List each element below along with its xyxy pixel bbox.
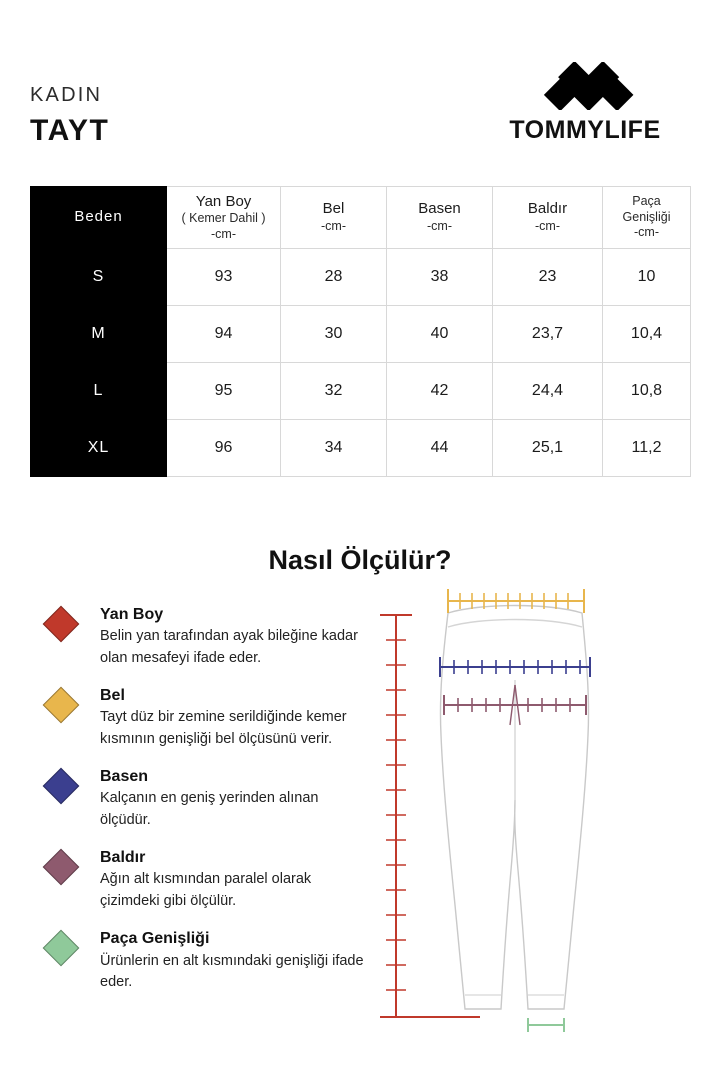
column-header-paca-unit: -cm-	[634, 225, 659, 240]
column-header-bel	[281, 187, 387, 249]
legend-title-yan-boy: Yan Boy	[100, 606, 164, 623]
legend-title-bel: Bel	[100, 687, 125, 705]
diamond-icon-yan-boy	[43, 606, 80, 643]
column-header-beden: Beden	[31, 187, 167, 249]
column-header-yan-boy	[167, 187, 281, 249]
cell-beden: L	[31, 363, 167, 420]
table-head	[31, 187, 691, 249]
paca-guide	[528, 1018, 564, 1032]
column-header-basen-label: Basen	[418, 200, 461, 218]
diamond-icon-basen	[43, 768, 80, 805]
cell-baldir: 24,4	[493, 363, 603, 420]
column-header-paca-sub: Genişliği	[622, 209, 671, 224]
table-row	[31, 420, 691, 477]
legend-desc-paca-genisligi: Ürünlerin en alt kısmındaki genişliği ifade eder.	[100, 952, 364, 991]
category-label: KADIN	[30, 84, 103, 106]
table-header-row	[31, 187, 691, 249]
cell-bel: 28	[281, 249, 387, 306]
column-header-baldir-unit: -cm-	[535, 219, 560, 234]
how-to-measure-title: Nasıl Ölçülür?	[268, 545, 452, 575]
diamond-logo-icon	[514, 62, 656, 110]
diamond-icon-baldir	[43, 849, 80, 886]
legend-desc-yan-boy: Belin yan tarafından ayak bileğine kadar olan mesafeyi ifade eder.	[100, 628, 358, 666]
page-header	[30, 62, 690, 172]
title-block	[30, 84, 109, 147]
cell-bel: 34	[281, 420, 387, 477]
legend-title-baldir: Baldır	[100, 849, 146, 867]
column-header-bel-unit: -cm-	[321, 219, 346, 234]
leggings-diagram-svg	[360, 585, 690, 1045]
column-header-paca-label: Paça	[632, 194, 661, 209]
legend-desc-bel: Tayt düz bir zemine serildiğinde kemer kısmının genişliği bel ölçüsünü verir.	[100, 709, 347, 747]
cell-paca: 10,4	[603, 306, 691, 363]
cell-paca: 10,8	[603, 363, 691, 420]
cell-basen: 38	[387, 249, 493, 306]
diamond-icon-paca-genisligi	[43, 930, 80, 967]
column-header-yan-boy-sub: ( Kemer Dahil )	[181, 211, 266, 226]
legend-title-paca-genisligi: Paça Genişliği	[100, 930, 210, 948]
legend-item-paca-genisligi	[38, 929, 368, 993]
table-row	[31, 363, 691, 420]
cell-baldir: 23	[493, 249, 603, 306]
size-table	[30, 186, 691, 477]
cell-basen: 42	[387, 363, 493, 420]
legend-desc-baldir: Ağın alt kısmından paralel olarak çizimdeki gibi ölçülür.	[100, 871, 312, 909]
legend-item-bel	[38, 686, 368, 750]
legend-title-basen: Basen	[100, 768, 149, 786]
cell-bel: 30	[281, 306, 387, 363]
legend-desc-basen: Kalçanın en geniş yerinden alınan ölçüdür.	[100, 790, 319, 828]
page-title: TAYT	[30, 114, 110, 147]
column-header-basen	[387, 187, 493, 249]
column-header-yan-boy-unit: -cm-	[211, 226, 236, 241]
cell-paca: 11,2	[603, 420, 691, 477]
cell-beden: M	[31, 306, 167, 363]
column-header-yan-boy-label: Yan Boy	[195, 192, 252, 210]
size-table-wrap	[30, 186, 690, 477]
brand-block	[480, 62, 690, 145]
diamond-icon-bel	[43, 687, 80, 724]
brand-name: TOMMYLIFE	[509, 116, 661, 144]
legend-item-yan-boy	[38, 605, 368, 669]
cell-beden: S	[31, 249, 167, 306]
leggings-measurement-diagram	[360, 585, 690, 1045]
column-header-baldir-label: Baldır	[527, 200, 568, 218]
column-header-basen-unit: -cm-	[427, 219, 452, 234]
cell-basen: 40	[387, 306, 493, 363]
cell-bel: 32	[281, 363, 387, 420]
legend-item-baldir	[38, 848, 368, 912]
measurement-legend	[38, 605, 368, 1010]
cell-yan-boy: 93	[167, 249, 281, 306]
cell-yan-boy: 95	[167, 363, 281, 420]
cell-basen: 44	[387, 420, 493, 477]
legend-item-basen	[38, 767, 368, 831]
cell-beden: XL	[31, 420, 167, 477]
cell-yan-boy: 96	[167, 420, 281, 477]
table-row	[31, 306, 691, 363]
column-header-bel-label: Bel	[322, 200, 345, 218]
column-header-baldir	[493, 187, 603, 249]
cell-paca: 10	[603, 249, 691, 306]
cell-baldir: 23,7	[493, 306, 603, 363]
column-header-paca	[603, 187, 691, 249]
cell-baldir: 25,1	[493, 420, 603, 477]
table-body	[31, 249, 691, 477]
cell-yan-boy: 94	[167, 306, 281, 363]
table-row	[31, 249, 691, 306]
